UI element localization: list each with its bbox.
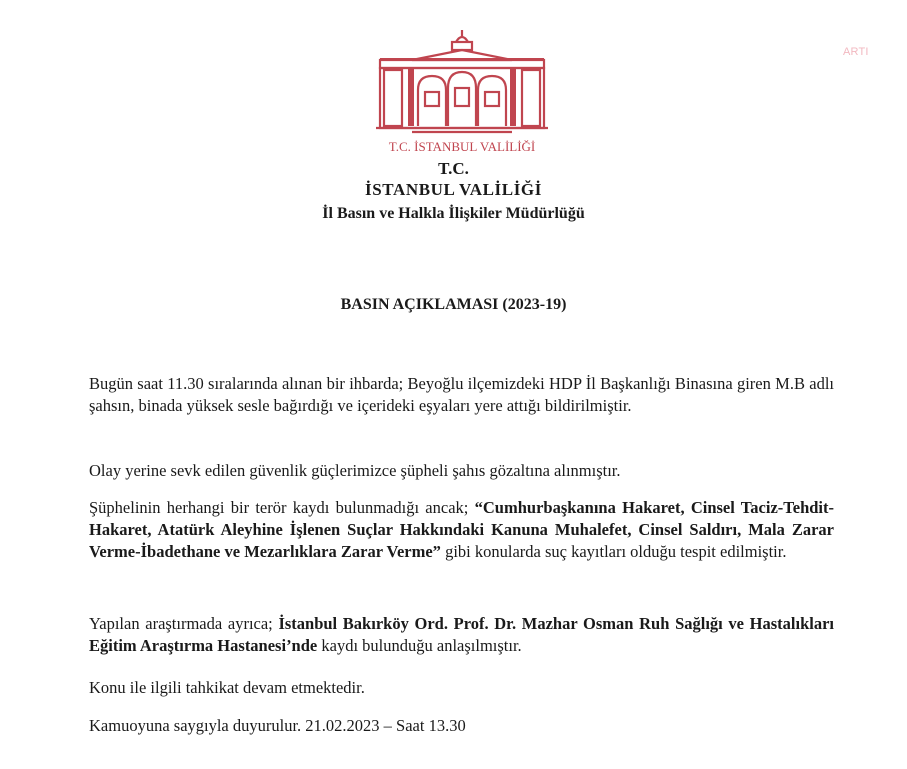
- watermark: ARTI: [843, 46, 869, 58]
- hospital-lead: Yapılan araştırmada ayrıca;: [89, 614, 279, 633]
- istanbul-governorship-logo-icon: [372, 28, 552, 156]
- records-tail: gibi konularda suç kayıtları olduğu tespit edilmiştir.: [440, 542, 787, 561]
- paragraph-criminal-records: [89, 497, 834, 563]
- records-lead: Şüphelinin herhangi bir terör kaydı bulunmadığı ancak;: [89, 498, 475, 517]
- header-tc: T.C.: [438, 159, 469, 178]
- paragraph-hospital-record: [89, 613, 834, 657]
- records-list: “Cumhurbaşkanına Hakaret, Cinsel Taciz-Tehdit-Hakaret, Atatürk Aleyhine İşlenen Suçlar Hakkındaki Kanuna Muhalefet, Cinsel Saldırı, Mala Zarar Verme-İbadethane ve Mezarlıklara Zarar Verme”: [89, 498, 835, 561]
- paragraph-detention: Olay yerine sevk edilen güvenlik güçlerimizce şüpheli şahıs gözaltına alınmıştır.: [89, 461, 621, 480]
- paragraph-closing-date: Kamuoyuna saygıyla duyurulur. 21.02.2023 – Saat 13.30: [89, 716, 466, 735]
- press-release-title: BASIN AÇIKLAMASI (2023-19): [340, 296, 567, 313]
- paragraph-incident: Bugün saat 11.30 sıralarında alınan bir ihbarda; Beyoğlu ilçemizdeki HDP İl Başkanlığı Binasına giren M.B adlı şahsın, binada yüksek sesle bağırdığı ve içerideki eşyaları yere attığı bildirilmiştir.: [89, 374, 834, 415]
- header-governorship: İSTANBUL VALİLİĞİ: [365, 180, 542, 199]
- logo-caption: T.C. İSTANBUL VALİLİĞİ: [388, 139, 536, 154]
- paragraph-investigation: Konu ile ilgili tahkikat devam etmektedir.: [89, 678, 365, 697]
- header-directorate: İl Basın ve Halkla İlişkiler Müdürlüğü: [322, 205, 585, 222]
- hospital-tail: kaydı bulunduğu anlaşılmıştır.: [317, 636, 522, 655]
- hospital-name: İstanbul Bakırköy Ord. Prof. Dr. Mazhar Osman Ruh Sağlığı ve Hastalıkları Eğitim Araştırma Hastanesi’nde: [89, 614, 835, 655]
